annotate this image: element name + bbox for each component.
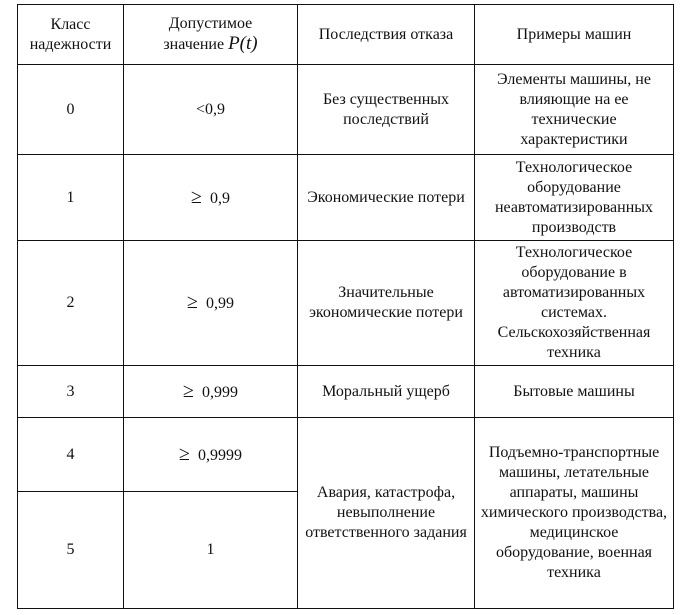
header-consequences: Последствия отказа (298, 5, 475, 65)
examples-cell: Бытовые машины (475, 366, 674, 418)
value-cell: ≥ 0,9999 (124, 418, 298, 492)
examples-cell: Технологическое оборудование в автоматизированных системах. Сельскохозяйственная техника (475, 241, 674, 366)
ge-symbol: ≥ (191, 185, 202, 208)
header-examples: Примеры машин (475, 5, 674, 65)
value-cell: ≥ 0,9 (124, 155, 298, 241)
class-cell: 4 (18, 418, 124, 492)
table-row (18, 155, 674, 241)
examples-cell: Технологическое оборудование неавтоматизированных производств (475, 155, 674, 241)
examples-cell: Элементы машины, не влияющие на ее технические характеристики (475, 65, 674, 155)
value-cell: ≥ 0,99 (124, 241, 298, 366)
consequence-cell: Авария, катастрофа, невыполнение ответственного задания (298, 418, 475, 609)
value-cell: <0,9 (124, 65, 298, 155)
table-row (18, 241, 674, 366)
consequence-cell: Моральный ущерб (298, 366, 475, 418)
class-cell: 5 (18, 492, 124, 609)
consequence-cell: Экономические потери (298, 155, 475, 241)
class-cell: 0 (18, 65, 124, 155)
ge-symbol: ≥ (183, 379, 194, 402)
header-class: Класс надежности (18, 5, 124, 65)
reliability-classes-table (17, 4, 674, 609)
value-cell: ≥ 0,999 (124, 366, 298, 418)
consequence-cell: Значительные экономические потери (298, 241, 475, 366)
probability-symbol: P(t) (228, 33, 258, 54)
consequence-cell: Без существенных последствий (298, 65, 475, 155)
table-row (18, 65, 674, 155)
class-cell: 2 (18, 241, 124, 366)
examples-cell: Подъемно-транспортные машины, летательные аппараты, машины химического производства, медицинское оборудование, военная техника (475, 418, 674, 609)
header-allowed-value: Допустимое значение P(t) (124, 5, 298, 65)
class-cell: 1 (18, 155, 124, 241)
ge-symbol: ≥ (179, 442, 190, 465)
table-row (18, 418, 674, 492)
class-cell: 3 (18, 366, 124, 418)
value-cell: 1 (124, 492, 298, 609)
ge-symbol: ≥ (187, 291, 198, 313)
table-row (18, 366, 674, 418)
header-row (18, 5, 674, 65)
